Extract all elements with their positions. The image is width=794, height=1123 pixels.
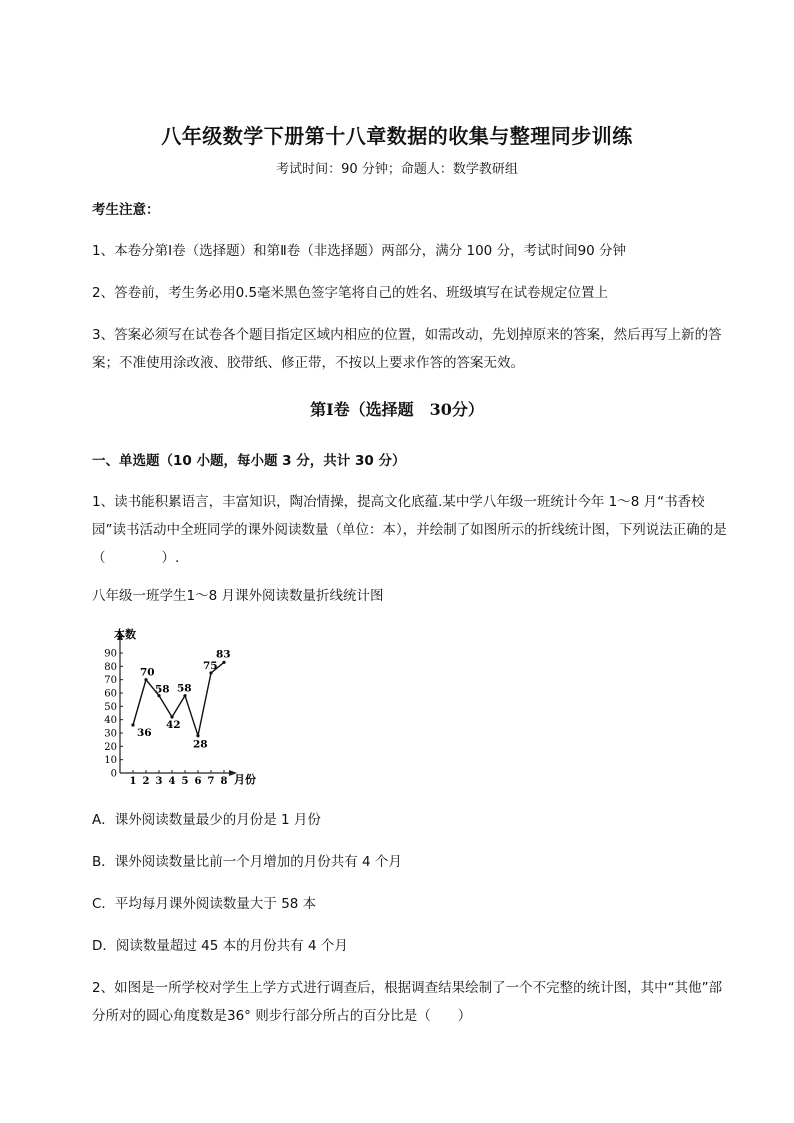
x-tick-label: 3: [155, 776, 163, 787]
y-tick-label: 10: [104, 755, 117, 767]
y-tick-label: 20: [104, 741, 117, 753]
y-axis-title: 本数: [114, 628, 136, 641]
option-a: A．课外阅读数量最少的月份是 1 月份: [92, 812, 321, 828]
data-label: 70: [140, 666, 155, 679]
page-subtitle: 考试时间：90 分钟；命题人：数学教研组: [276, 162, 518, 177]
x-tick-label: 2: [142, 776, 150, 787]
data-point: [131, 723, 134, 726]
data-point: [196, 734, 199, 737]
y-tick-label: 60: [104, 688, 117, 700]
notice-item-1: 1、本卷分第Ⅰ卷（选择题）和第Ⅱ卷（非选择题）两部分，满分 100 分，考试时间90 分钟: [92, 243, 627, 259]
y-tick-label: 80: [104, 661, 117, 673]
notice-item-3: 3、答案必须写在试卷各个题目指定区域内相应的位置，如需改动，先划掉原来的答案，然后再写上新的答案；不准使用涂改液、胶带纸、修正带，不按以上要求作答的答案无效。: [92, 327, 722, 371]
question-1-stem: [92, 488, 732, 572]
page-title: 八年级数学下册第十八章数据的收集与整理同步训练: [161, 124, 633, 148]
y-tick-label: 40: [104, 715, 117, 727]
x-tick-label: 6: [194, 776, 202, 787]
part-heading: 一、单选题（10 小题，每小题 3 分，共计 30 分）: [92, 453, 406, 469]
question-1-stem-text: 1、读书能积累语言，丰富知识，陶冶情操，提高文化底蕴.某中学八年级一班统计今年 1～8 月“书香校园”读书活动中全班同学的课外阅读数量（单位：本），并绘制了如图所示的折线统计图，下列说法正确的是（: [92, 494, 727, 566]
option-b: B．课外阅读数量比前一个月增加的月份共有 4 个月: [92, 854, 402, 870]
notice-heading: 考生注意：: [92, 202, 160, 218]
section-title: 第Ⅰ卷（选择题 30分）: [310, 400, 484, 419]
x-tick-label: 1: [129, 776, 137, 787]
data-label: 42: [166, 719, 181, 731]
y-tick-label: 30: [104, 728, 117, 740]
x-axis-title: 月份: [234, 773, 256, 786]
y-tick-label: 90: [104, 648, 117, 660]
x-tick-label: 4: [168, 776, 176, 787]
y-tick-label: 50: [104, 701, 117, 713]
y-tick-label: 70: [104, 675, 117, 687]
line-chart-svg: [92, 622, 267, 790]
question-2-stem: 2、如图是一所学校对学生上学方式进行调查后，根据调查结果绘制了一个不完整的统计图，其中“其他”部分所对的圆心角度数是36° 则步行部分所占的百分比是（ ）: [92, 980, 723, 1024]
x-tick-label: 8: [220, 776, 228, 787]
data-label: 58: [155, 683, 170, 696]
question-1-stem-end: ）.: [161, 550, 180, 566]
line-chart: [92, 622, 267, 790]
option-c: C．平均每月课外阅读数量大于 58 本: [92, 896, 317, 912]
data-label: 83: [216, 648, 231, 661]
data-label: 36: [137, 727, 152, 739]
x-tick-label: 5: [181, 776, 189, 787]
option-d: D．阅读数量超过 45 本的月份共有 4 个月: [92, 938, 348, 954]
data-label: 28: [193, 738, 208, 751]
x-tick-label: 7: [207, 776, 215, 787]
chart-caption: 八年级一班学生1～8 月课外阅读数量折线统计图: [92, 588, 384, 604]
notice-item-2: 2、答卷前，考生务必用0.5毫米黑色签字笔将自己的姓名、班级填写在试卷规定位置上: [92, 285, 609, 301]
y-tick-label: 0: [110, 768, 117, 780]
data-label: 75: [203, 660, 218, 672]
data-label: 58: [177, 682, 192, 695]
data-point: [222, 661, 225, 664]
